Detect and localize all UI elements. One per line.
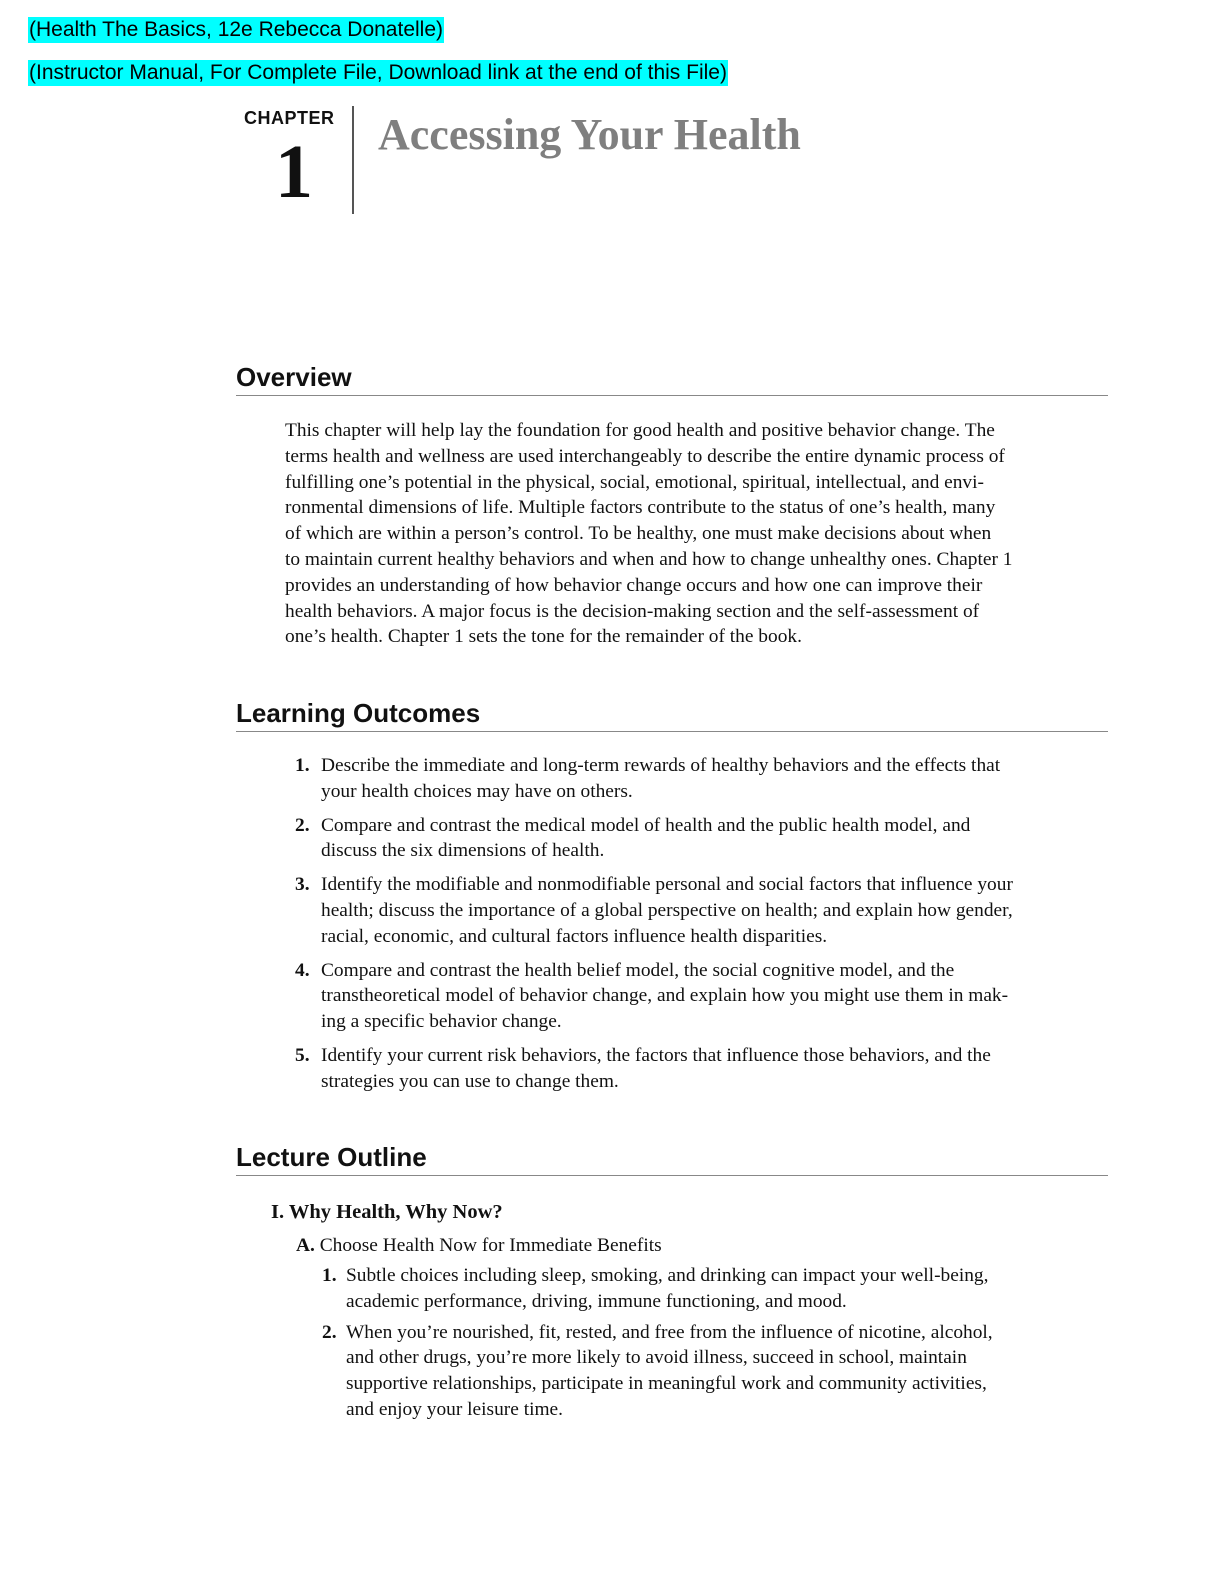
outcome-line: Compare and contrast the medical model of health and the public health model, and (321, 814, 971, 836)
chapter-divider (352, 106, 354, 214)
outcome-line: Identify your current risk behaviors, the factors that influence those behaviors, and the (321, 1044, 991, 1066)
overview-line: This chapter will help lay the foundation for good health and positive behavior change. The (285, 420, 995, 441)
outline-section-text: Why Health, Why Now? (288, 1201, 503, 1223)
outcome-line: ing a specific behavior change. (321, 1011, 562, 1033)
outcome-line: transtheoretical model of behavior change, and explain how you might use them in mak- (321, 985, 1009, 1007)
learning-outcome-item (285, 958, 1109, 1035)
outcome-number: 2. (295, 814, 310, 836)
learning-outcome-item (285, 872, 1109, 949)
outline-item-number: 1. (322, 1265, 337, 1286)
outcome-line: Compare and contrast the health belief model, the social cognitive model, and the (321, 959, 955, 981)
overview-paragraph (285, 418, 1109, 650)
outline-subsection-text: Choose Health Now for Immediate Benefits (319, 1235, 662, 1256)
outcome-line: strategies you can use to change them. (321, 1070, 619, 1092)
overview-line: provides an understanding of how behavior change occurs and how one can improve their (285, 574, 983, 596)
learning-outcome-item (285, 753, 1109, 805)
overview-line: health behaviors. A major focus is the decision-making section and the self-assessment of (285, 600, 980, 622)
outline-item-number: 2. (322, 1321, 337, 1343)
chapter-label: CHAPTER (244, 108, 335, 128)
outcome-line: racial, economic, and cultural factors influence health disparities. (321, 925, 828, 947)
outline-item-line: Subtle choices including sleep, smoking, and drinking can impact your well-being, (346, 1265, 989, 1286)
source-banner: (Health The Basics, 12e Rebecca Donatelle) (29, 18, 444, 41)
overview-line: to maintain current healthy behaviors and when and how to change unhealthy ones. Chapter 1 (285, 548, 1013, 570)
learning-outcomes-list (285, 753, 1109, 1103)
outline-item-list (322, 1263, 1112, 1428)
overview-line: fulfilling one’s potential in the physical, social, emotional, spiritual, intellectual, and envi- (285, 471, 984, 493)
outcome-line: health; discuss the importance of a global perspective on health; and explain how gender, (321, 899, 1013, 921)
outline-item (322, 1263, 1112, 1315)
outline-item-line: supportive relationships, participate in meaningful work and community activities, (346, 1373, 987, 1395)
outline-subsection-marker: A. (296, 1235, 315, 1256)
lecture-outline-heading: Lecture Outline (236, 1141, 1108, 1176)
outcome-number: 3. (295, 874, 310, 896)
overview-line: terms health and wellness are used interchangeably to describe the entire dynamic process of (285, 445, 1005, 467)
outcome-number: 1. (295, 755, 310, 776)
outline-item-line: and enjoy your leisure time. (346, 1398, 564, 1420)
outcome-line: Describe the immediate and long-term rewards of healthy behaviors and the effects that (321, 755, 1001, 776)
outline-item-line: When you’re nourished, fit, rested, and free from the influence of nicotine, alcohol, (346, 1321, 993, 1343)
overview-heading: Overview (236, 361, 1108, 396)
learning-outcome-item (285, 1043, 1109, 1095)
chapter-title: Accessing Your Health (378, 110, 801, 159)
overview-line: one’s health. Chapter 1 sets the tone for the remainder of the book. (285, 626, 802, 648)
outcome-line: discuss the six dimensions of health. (321, 840, 605, 862)
outcome-number: 5. (295, 1044, 310, 1066)
outcome-line: Identify the modifiable and nonmodifiable personal and social factors that influence your (321, 874, 1013, 896)
learning-outcomes-heading: Learning Outcomes (236, 697, 1108, 732)
outline-subsection-title (296, 1233, 662, 1259)
outcome-line: your health choices may have on others. (321, 780, 633, 802)
overview-line: ronmental dimensions of life. Multiple factors contribute to the status of one’s health, many (285, 497, 996, 519)
chapter-number: 1 (275, 130, 313, 214)
learning-outcome-item (285, 813, 1109, 865)
outcome-number: 4. (295, 959, 310, 981)
outline-item-line: academic performance, driving, immune functioning, and mood. (346, 1290, 847, 1312)
outline-section-marker: I. (271, 1201, 285, 1223)
overview-line: of which are within a person’s control. To be healthy, one must make decisions about when (285, 523, 992, 545)
download-banner: (Instructor Manual, For Complete File, Download link at the end of this File) (29, 61, 727, 84)
outline-item-line: and other drugs, you’re more likely to avoid illness, succeed in school, maintain (346, 1347, 967, 1369)
outline-section-title (271, 1199, 503, 1225)
outline-item (322, 1320, 1112, 1423)
